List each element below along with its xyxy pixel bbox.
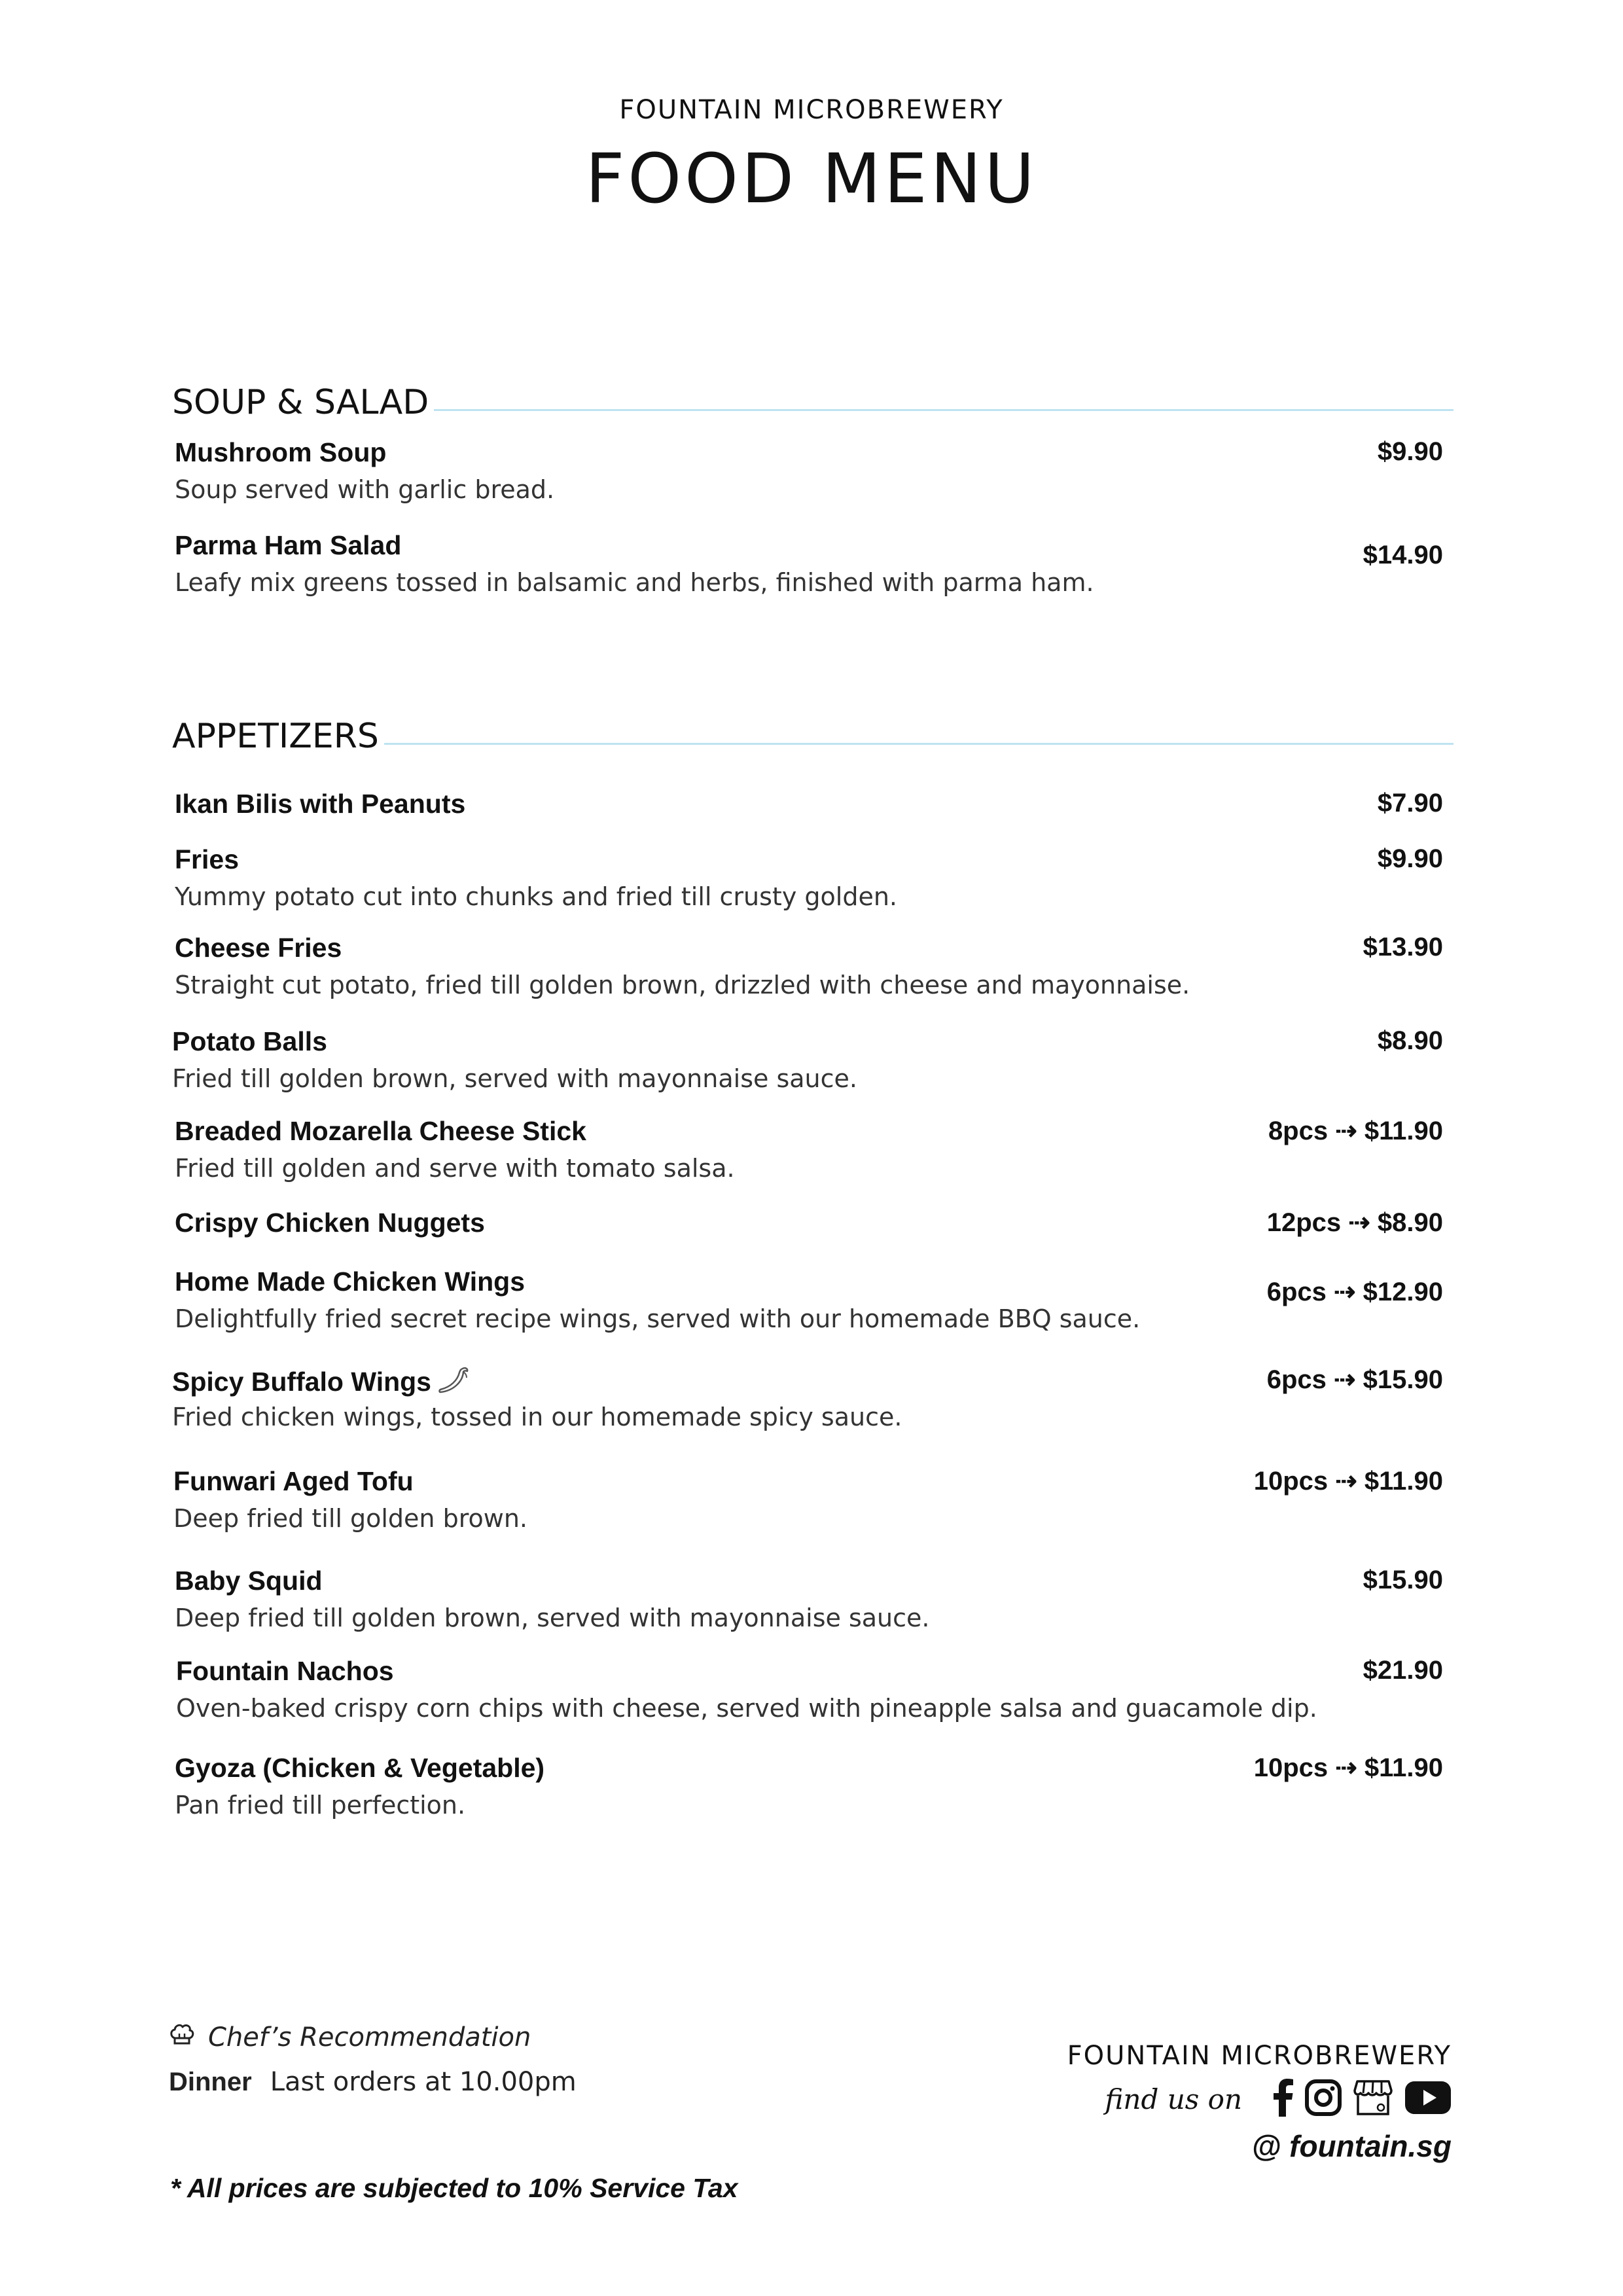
section-title: APPETIZERS	[172, 713, 384, 759]
item-name: Breaded Mozarella Cheese Stick	[175, 1116, 586, 1146]
section-title: SOUP & SALAD	[172, 380, 434, 425]
item-description: Fried chicken wings, tossed in our homemade spicy sauce.	[172, 1403, 902, 1431]
item-name: Spicy Buffalo Wings	[172, 1366, 431, 1397]
item-name: Gyoza (Chicken & Vegetable)	[175, 1753, 545, 1783]
store-icon[interactable]	[1353, 2079, 1393, 2119]
item-description: Pan fried till perfection.	[175, 1791, 466, 1820]
item-price: 10pcs ⇢ $11.90	[1253, 1753, 1443, 1782]
chef-recommendation-legend	[169, 2022, 577, 2053]
item-name: Fries	[175, 844, 239, 874]
footer-legend	[169, 2022, 577, 2097]
dinner-label: Dinner	[169, 2068, 252, 2096]
find-us-row	[1067, 2079, 1452, 2119]
item-price: 6pcs ⇢ $12.90	[1266, 1278, 1443, 1306]
item-price: 8pcs ⇢ $11.90	[1268, 1117, 1443, 1145]
service-tax-note: * All prices are subjected to 10% Service Tax	[170, 2173, 738, 2203]
section-header	[172, 713, 1454, 759]
social-handle[interactable]: @ fountain.sg	[1251, 2129, 1452, 2163]
item-price: 6pcs ⇢ $15.90	[1266, 1365, 1443, 1394]
item-price: $15.90	[1363, 1566, 1443, 1594]
chef-recommendation-label: Chef’s Recommendation	[208, 2022, 531, 2053]
last-orders-text: Last orders at 10.00pm	[270, 2067, 577, 2097]
dinner-info	[169, 2067, 577, 2097]
item-description: Oven-baked crispy corn chips with cheese, served with pineapple salsa and guacamole dip.	[176, 1694, 1317, 1723]
item-price: $8.90	[1377, 1026, 1443, 1055]
item-name: Crispy Chicken Nuggets	[175, 1208, 485, 1238]
item-name: Potato Balls	[172, 1026, 327, 1056]
section-appetizers	[172, 713, 1454, 1839]
item-name: Ikan Bilis with Peanuts	[175, 789, 466, 819]
youtube-icon[interactable]	[1404, 2080, 1452, 2118]
section-header	[172, 380, 1454, 425]
item-price: $21.90	[1363, 1656, 1443, 1685]
chili-icon	[437, 1365, 471, 1403]
item-name: Parma Ham Salad	[175, 530, 402, 560]
section-soup-salad	[172, 380, 1454, 615]
item-description: Deep fried till golden brown, served with mayonnaise sauce.	[175, 1604, 930, 1632]
chef-hat-icon	[169, 2022, 208, 2053]
item-name: Mushroom Soup	[175, 437, 387, 467]
item-price: $9.90	[1377, 437, 1443, 466]
item-name: Home Made Chicken Wings	[175, 1266, 526, 1297]
item-description: Yummy potato cut into chunks and fried till crusty golden.	[175, 882, 897, 911]
item-price: $7.90	[1377, 789, 1443, 817]
item-price: $9.90	[1377, 844, 1443, 873]
item-price: $13.90	[1363, 933, 1443, 961]
item-name: Cheese Fries	[175, 933, 342, 963]
facebook-icon[interactable]	[1274, 2079, 1293, 2119]
item-name: Fountain Nachos	[176, 1656, 394, 1686]
item-description: Straight cut potato, fried till golden brown, drizzled with cheese and mayonnaise.	[175, 971, 1190, 999]
item-description: Delightfully fried secret recipe wings, served with our homemade BBQ sauce.	[175, 1304, 1141, 1333]
item-price: 10pcs ⇢ $11.90	[1253, 1467, 1443, 1496]
instagram-icon[interactable]	[1305, 2079, 1342, 2119]
item-description: Fried till golden and serve with tomato salsa.	[175, 1154, 735, 1183]
item-description: Soup served with garlic bread.	[175, 475, 555, 504]
brand-name: FOUNTAIN MICROBREWERY	[619, 95, 1004, 125]
item-price: $14.90	[1363, 541, 1443, 569]
item-price: 12pcs ⇢ $8.90	[1266, 1208, 1443, 1237]
item-name: Funwari Aged Tofu	[173, 1466, 414, 1496]
page-title: FOOD MENU	[585, 139, 1038, 219]
item-name-group	[172, 1365, 471, 1403]
find-us-label: find us on	[1105, 2083, 1242, 2115]
footer-brand: FOUNTAIN MICROBREWERY	[1067, 2041, 1452, 2071]
item-description: Leafy mix greens tossed in balsamic and herbs, finished with parma ham.	[175, 568, 1094, 597]
item-description: Deep fried till golden brown.	[173, 1504, 527, 1533]
item-name: Baby Squid	[175, 1566, 323, 1596]
footer-social	[1067, 2041, 1452, 2164]
item-description: Fried till golden brown, served with mayonnaise sauce.	[172, 1064, 857, 1093]
